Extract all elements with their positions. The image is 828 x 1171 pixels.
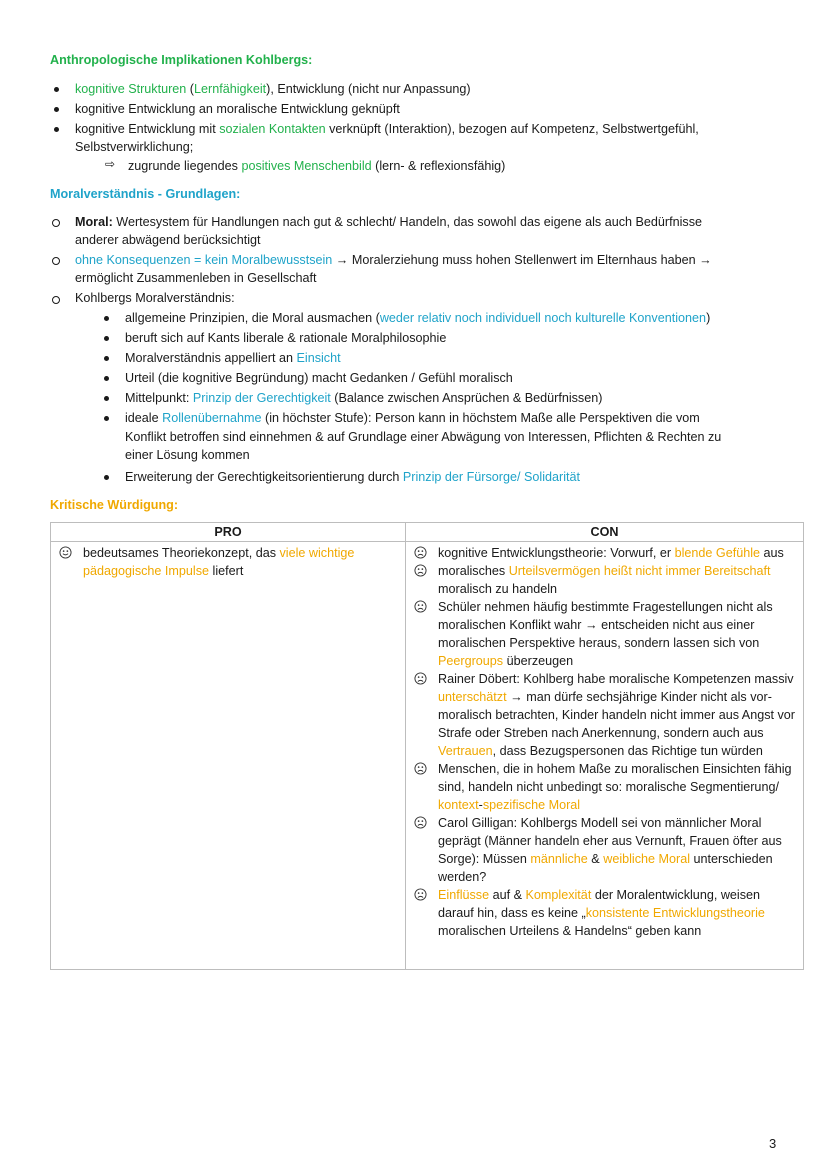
circle-bullet-marker <box>52 257 60 265</box>
highlight-text: kontext <box>438 798 479 812</box>
bullet-marker <box>54 127 59 132</box>
circle-bullet-marker <box>52 219 60 227</box>
highlight-text: Peergroups <box>438 654 504 668</box>
list-item-continuation: einer Lösung kommen <box>125 448 250 462</box>
text: ) <box>706 311 711 325</box>
text: liefert <box>209 564 244 578</box>
text: (lern- & reflexionsfähig) <box>371 159 506 173</box>
bullet-marker <box>104 416 109 421</box>
highlight-text: viele wichtige pädagogische Impulse <box>83 546 355 578</box>
list-item <box>125 309 710 327</box>
highlight-text: positives Menschenbild <box>241 159 372 173</box>
bullet-marker <box>54 87 59 92</box>
highlight-text: männliche <box>530 852 588 866</box>
text: der Moralentwicklung, weisen darauf hin, dass es keine „ <box>438 888 761 920</box>
highlight-text: Vertrauen <box>438 744 493 758</box>
table-row <box>51 542 804 970</box>
heading-moralverstaendnis-grundlagen: Moralverständnis - Grundlagen: <box>50 187 241 201</box>
list-item: beruft sich auf Kants liberale & rationale Moralphilosophie <box>125 331 447 345</box>
text: → Moralerziehung muss hohen Stellenwert im Elternhaus haben → <box>332 253 712 267</box>
outline-arrow-icon: ⇨ <box>105 157 116 171</box>
text: unterschieden werden? <box>438 852 773 884</box>
text: bedeutsames Theoriekonzept, das <box>83 546 280 560</box>
bullet-marker <box>104 336 109 341</box>
text: Schüler nehmen häufig bestimmte Fragestellungen nicht als moralischen Konflikt wahr → entscheiden nicht aus einer moralischen Perspektive heraus, sondern lassen sich von <box>438 600 773 650</box>
highlight-text: Prinzip der Fürsorge/ Solidarität <box>402 470 580 484</box>
heading-anthropologische-implikationen: Anthropologische Implikationen Kohlbergs: <box>50 53 313 67</box>
list-item: Kohlbergs Moralverständnis: <box>75 291 235 305</box>
highlight-text: weder relativ noch individuell noch kulturelle Konventionen <box>379 311 707 325</box>
text: Erweiterung der Gerechtigkeitsorientierung durch <box>125 470 403 484</box>
text: (Balance zwischen Ansprüchen & Bedürfnissen) <box>330 391 603 405</box>
bullet-marker <box>104 316 109 321</box>
list-item <box>125 349 341 367</box>
bullet-marker <box>104 475 109 480</box>
highlight-text: Einsicht <box>296 351 341 365</box>
con-item <box>414 670 797 760</box>
list-item <box>75 251 712 269</box>
highlight-text: Urteilsvermögen heißt nicht immer Bereitschaft <box>508 564 771 578</box>
highlight-text: Lernfähigkeit <box>194 82 267 96</box>
list-item-continuation: anderer abwägend berücksichtigt <box>75 233 261 247</box>
text: moralischen Urteilens & Handelns“ geben kann <box>438 924 702 938</box>
highlight-text: Einflüsse <box>438 888 490 902</box>
sad-face-icon <box>414 546 427 559</box>
text: kognitive Entwicklung mit <box>75 122 220 136</box>
text: → man dürfe sechsjährige Kinder nicht als vor-moralisch betrachten, Kinder handeln nicht immer aus Angst vor Strafe oder Streben nach Anerkennung, sondern auch aus <box>438 690 796 740</box>
con-header: CON <box>406 523 804 542</box>
highlight-text: konsistente Entwicklungstheorie <box>585 906 765 920</box>
critique-table <box>50 522 804 970</box>
con-item <box>414 760 797 814</box>
highlight-text: spezifische Moral <box>482 798 581 812</box>
list-item <box>125 409 700 427</box>
text: ( <box>186 82 195 96</box>
text: zugrunde liegendes <box>128 159 242 173</box>
text: verknüpft (Interaktion), bezogen auf Kompetenz, Selbstwertgefühl, <box>325 122 699 136</box>
sad-face-icon <box>414 564 427 577</box>
smiley-face-icon <box>59 546 72 559</box>
con-item <box>414 814 797 886</box>
text: ideale <box>125 411 163 425</box>
table-header-row <box>51 523 804 542</box>
con-item <box>414 598 797 670</box>
text: (in höchster Stufe): Person kann in höchstem Maße alle Perspektiven die vom <box>261 411 700 425</box>
text: & <box>587 852 604 866</box>
highlight-text: Rollenübernahme <box>162 411 262 425</box>
bullet-marker <box>104 396 109 401</box>
list-item <box>125 389 602 407</box>
highlight-text: blende Gefühle <box>674 546 761 560</box>
list-item <box>75 80 471 98</box>
text: Menschen, die in hohem Maße zu moralischen Einsichten fähig sind, handeln nicht unbedingt so: moralische Segmentierung/ <box>438 762 792 794</box>
sad-face-icon <box>414 672 427 685</box>
text: Carol Gilligan: Kohlbergs Modell sei von männlicher Moral geprägt (Männer handeln eher aus Vernunft, Frauen öfter aus Sorge): Müssen <box>438 816 782 866</box>
highlight-text: sozialen Kontakten <box>219 122 326 136</box>
list-item: Urteil (die kognitive Begründung) macht Gedanken / Gefühl moralisch <box>125 371 513 385</box>
circle-bullet-marker <box>52 296 60 304</box>
list-item <box>125 468 580 486</box>
con-cell <box>406 542 804 970</box>
list-item-continuation: Konflikt betroffen sind einnehmen & auf Grundlage einer Abwägung von Interessen, Pflichten & Rechten zu <box>125 430 722 444</box>
text: auf & <box>489 888 526 902</box>
bullet-marker <box>104 376 109 381</box>
heading-kritische-wuerdigung: Kritische Würdigung: <box>50 498 179 512</box>
text: überzeugen <box>503 654 574 668</box>
highlight-text: weibliche Moral <box>603 852 691 866</box>
text: - <box>478 798 483 812</box>
con-item <box>414 886 797 940</box>
pro-header: PRO <box>51 523 406 542</box>
bullet-marker <box>54 107 59 112</box>
text: moralisches <box>438 564 509 578</box>
pro-cell <box>51 542 406 970</box>
bold-term: Moral: <box>75 215 113 229</box>
sad-face-icon <box>414 816 427 829</box>
text: Rainer Döbert: Kohlberg habe moralische Kompetenzen massiv <box>438 672 794 686</box>
page-number: 3 <box>769 1136 777 1151</box>
sad-face-icon <box>414 888 427 901</box>
text: Wertesystem für Handlungen nach gut & schlecht/ Handeln, das sowohl das eigene als auch Bedürfnisse <box>112 215 703 229</box>
text: allgemeine Prinzipien, die Moral ausmachen ( <box>125 311 380 325</box>
highlight-text: ohne Konsequenzen = kein Moralbewusstsein <box>75 253 333 267</box>
con-item <box>414 562 797 598</box>
sad-face-icon <box>414 762 427 775</box>
list-item <box>75 213 702 231</box>
text: ), Entwicklung (nicht nur Anpassung) <box>266 82 471 96</box>
bullet-marker <box>104 356 109 361</box>
con-item <box>414 544 797 562</box>
pro-item <box>59 544 399 580</box>
highlight-text: Komplexität <box>525 888 592 902</box>
highlight-text: kognitive Strukturen <box>75 82 187 96</box>
list-item: kognitive Entwicklung an moralische Entwicklung geknüpft <box>75 102 400 116</box>
highlight-text: Prinzip der Gerechtigkeit <box>192 391 331 405</box>
highlight-text: unterschätzt <box>438 690 507 704</box>
text: moralisch zu handeln <box>438 582 558 596</box>
sad-face-icon <box>414 600 427 613</box>
text: Mittelpunkt: <box>125 391 193 405</box>
text: Moralverständnis appelliert an <box>125 351 297 365</box>
text: kognitive Entwicklungstheorie: Vorwurf, er <box>438 546 675 560</box>
list-item-continuation: Selbstverwirklichung; <box>75 140 194 154</box>
list-item <box>75 120 699 138</box>
list-item <box>128 157 505 175</box>
list-item-continuation: ermöglicht Zusammenleben in Gesellschaft <box>75 271 317 285</box>
text: aus <box>760 546 784 560</box>
text: , dass Bezugspersonen das Richtige tun würden <box>492 744 763 758</box>
